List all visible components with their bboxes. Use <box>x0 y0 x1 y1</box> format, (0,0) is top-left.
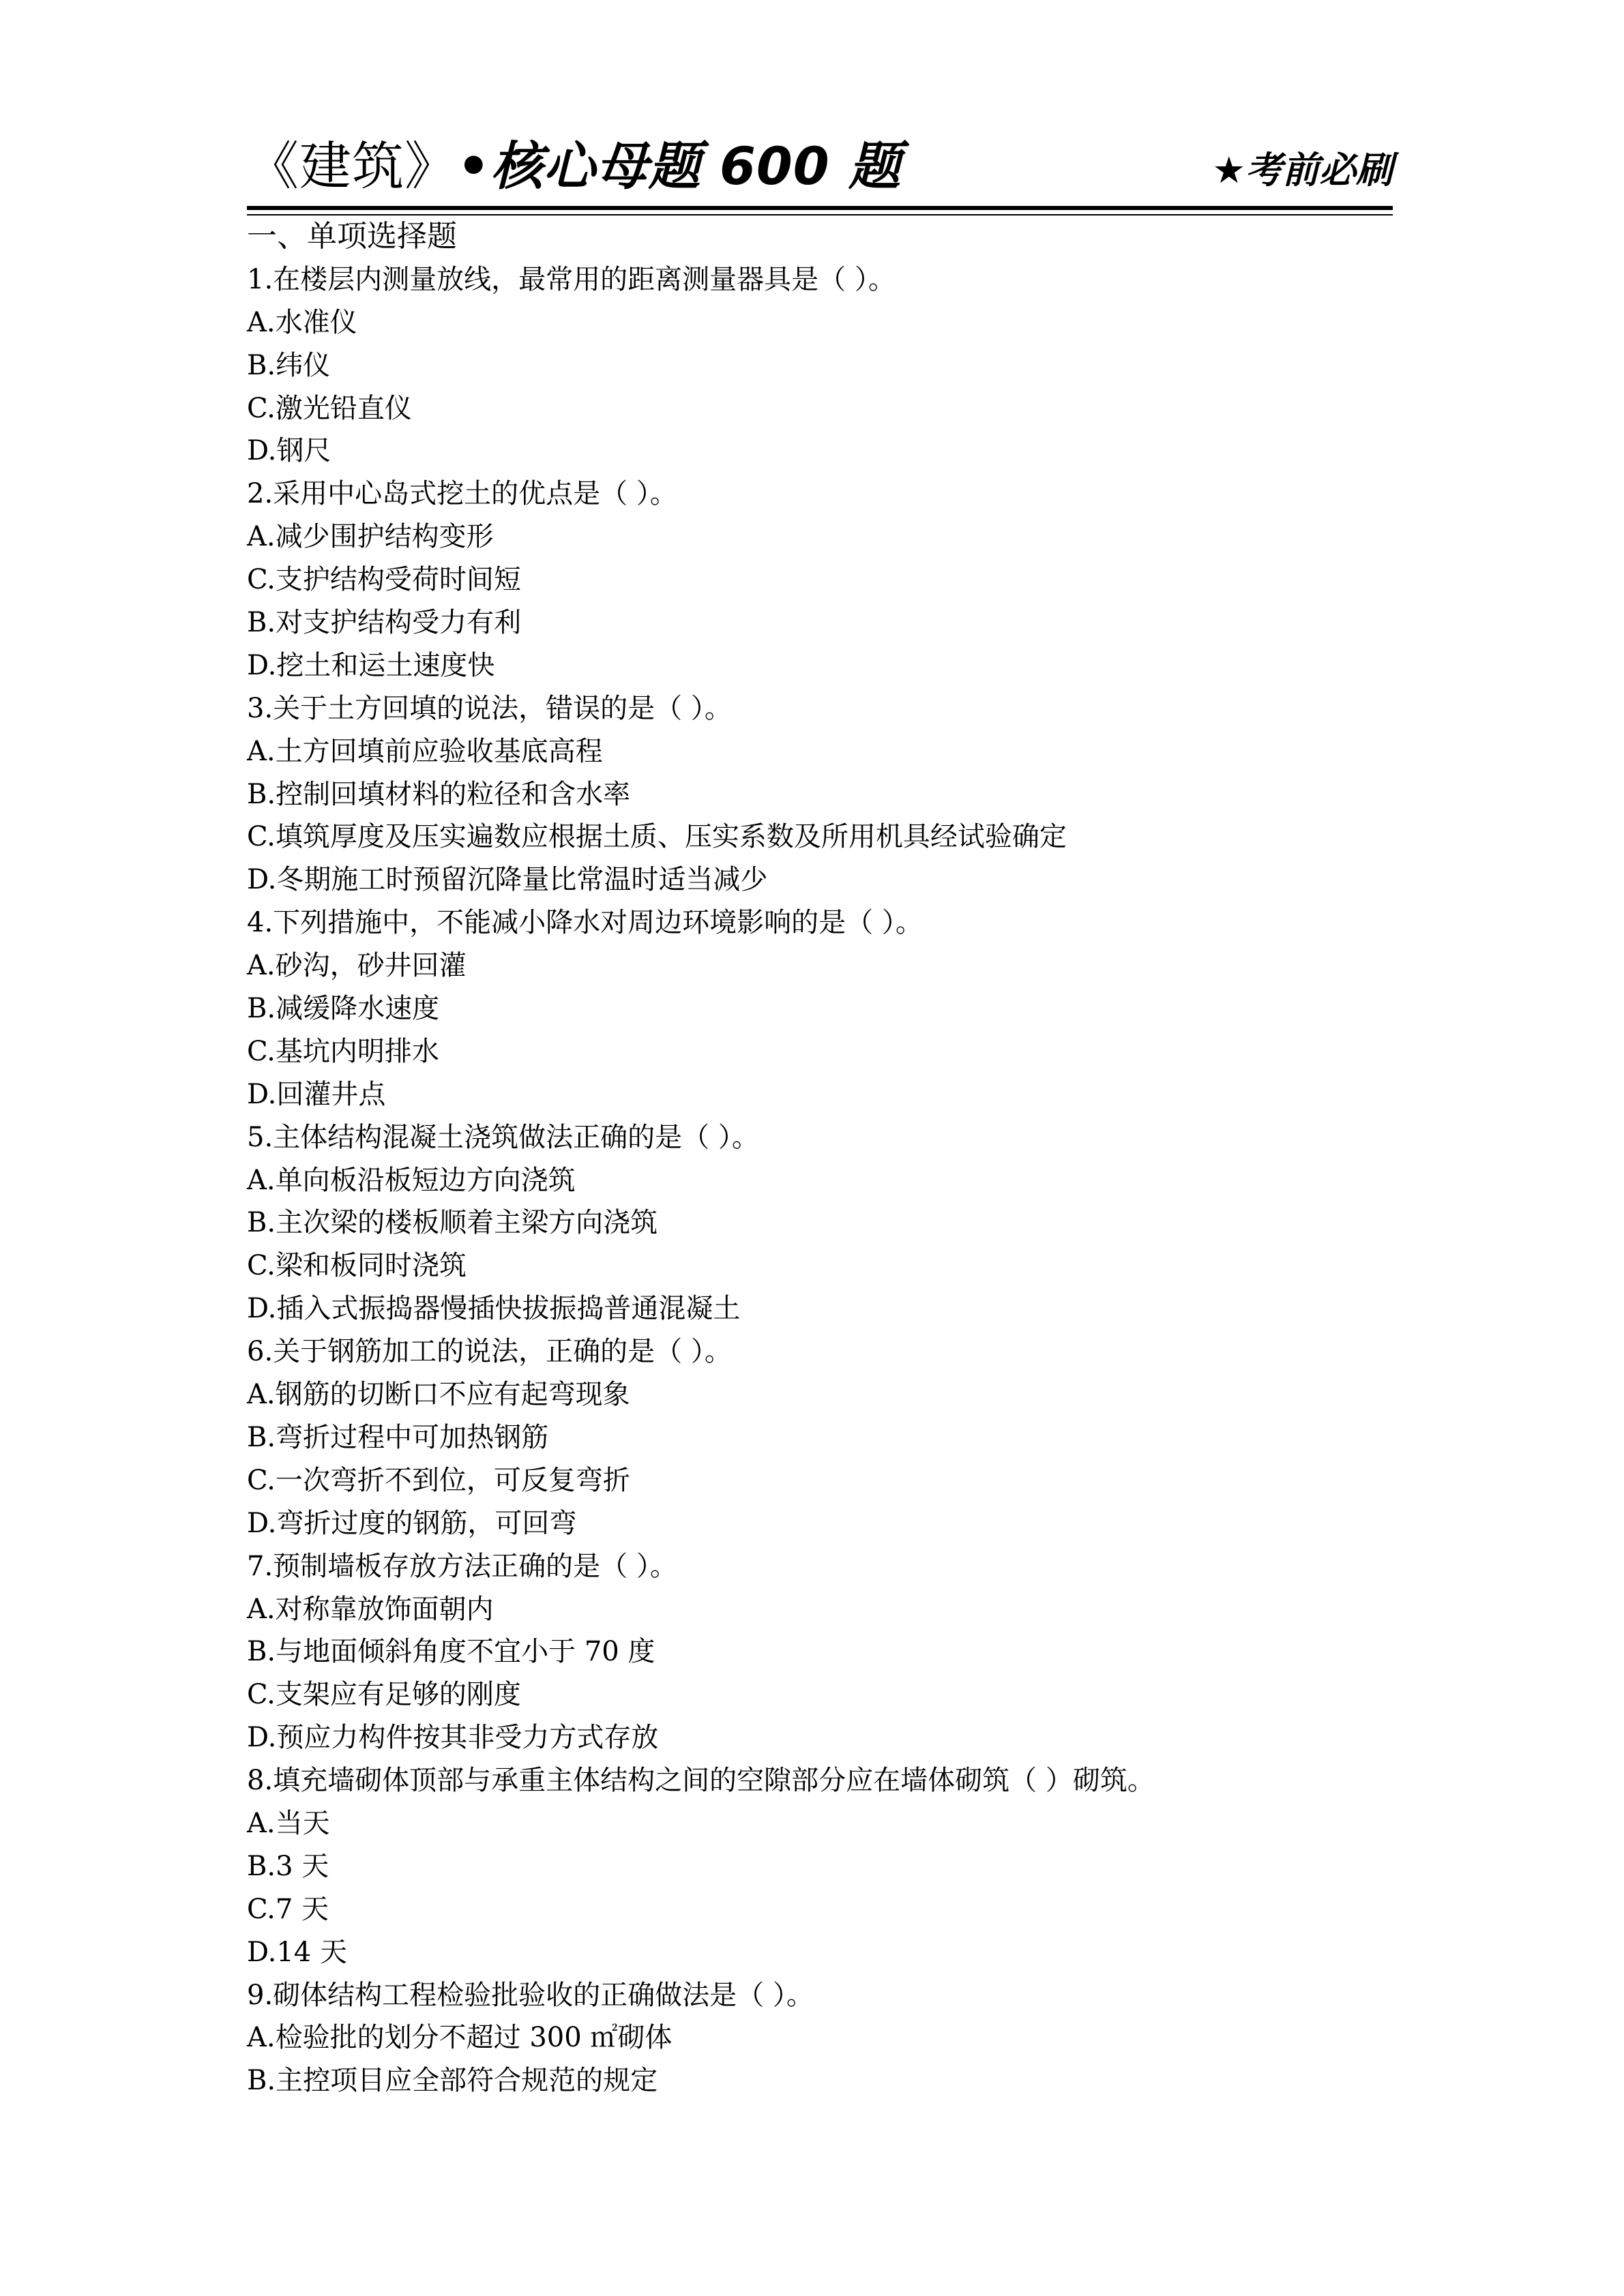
option-line: C.梁和板同时浇筑 <box>247 1250 467 1282</box>
header-tag: ★考前必刷 <box>1212 149 1393 192</box>
option-line: C.填筑厚度及压实遍数应根据土质、压实系数及所用机具经试验确定 <box>247 821 1067 853</box>
option-line: D.挖土和运土速度快 <box>247 649 495 681</box>
question-stem: 1.在楼层内测量放线，最常用的距离测量器具是（ ）。 <box>247 263 896 295</box>
option-line: A.对称靠放饰面朝内 <box>247 1593 494 1625</box>
question-stem: 5.主体结构混凝土浇筑做法正确的是（ ）。 <box>247 1121 759 1153</box>
header-title-dot: • <box>457 136 491 196</box>
option-line: B.3 天 <box>247 1850 329 1882</box>
question-stem: 2.采用中心岛式挖土的优点是（ ）。 <box>247 478 677 510</box>
question-block <box>247 901 1406 1116</box>
option-line: D.回灌井点 <box>247 1078 386 1110</box>
option-line: B.减缓降水速度 <box>247 993 440 1025</box>
header-title <box>247 130 901 203</box>
option-line: A.单向板沿板短边方向浇筑 <box>247 1164 576 1196</box>
section-title: 一、单项选择题 <box>247 219 457 254</box>
header-title-book: 《建筑》 <box>247 136 457 196</box>
option-line: C.7 天 <box>247 1893 329 1925</box>
option-line: C.支护结构受荷时间短 <box>247 564 521 596</box>
page-header <box>247 130 1393 203</box>
question-block <box>247 258 1406 473</box>
option-line: C.支架应有足够的刚度 <box>247 1679 521 1711</box>
option-line: D.14 天 <box>247 1936 347 1968</box>
option-line: A.检验批的划分不超过 300 ㎡砌体 <box>247 2022 673 2054</box>
question-block <box>247 687 1406 901</box>
option-line: D.弯折过度的钢筋，可回弯 <box>247 1507 577 1539</box>
question-stem: 3.关于土方回填的说法，错误的是（ ）。 <box>247 692 732 724</box>
option-line: C.基坑内明排水 <box>247 1035 439 1067</box>
option-line: B.纬仪 <box>247 349 331 381</box>
header-title-main: 核心母题 600 题 <box>490 136 902 196</box>
question-stem: 4.下列措施中，不能减小降水对周边环境影响的是（ ）。 <box>247 907 923 939</box>
option-line: A.当天 <box>247 1807 330 1839</box>
option-line: B.主次梁的楼板顺着主梁方向浇筑 <box>247 1207 658 1239</box>
option-line: A.减少围护结构变形 <box>247 521 494 553</box>
option-line: A.土方回填前应验收基底高程 <box>247 735 603 767</box>
option-line: B.与地面倾斜角度不宜小于 70 度 <box>247 1636 655 1668</box>
option-line: D.预应力构件按其非受力方式存放 <box>247 1722 659 1754</box>
option-line: B.对支护结构受力有利 <box>247 607 522 639</box>
question-stem: 7.预制墙板存放方法正确的是（ ）。 <box>247 1550 677 1582</box>
option-line: C.一次弯折不到位，可反复弯折 <box>247 1464 630 1496</box>
question-block <box>247 1116 1406 1330</box>
question-block <box>247 1974 1406 2103</box>
option-line: A.砂沟，砂井回灌 <box>247 950 467 982</box>
option-line: A.水准仪 <box>247 306 357 338</box>
option-line: B.主控项目应全部符合规范的规定 <box>247 2065 658 2097</box>
question-block <box>247 1330 1406 1545</box>
question-block <box>247 473 1406 687</box>
option-line: A.钢筋的切断口不应有起弯现象 <box>247 1379 630 1411</box>
option-line: B.控制回填材料的粒径和含水率 <box>247 778 631 810</box>
option-line: B.弯折过程中可加热钢筋 <box>247 1421 549 1453</box>
question-list <box>247 215 1406 2102</box>
option-line: D.钢尺 <box>247 435 331 467</box>
header-rule-thick <box>247 206 1393 210</box>
question-block <box>247 1545 1406 1759</box>
question-stem: 9.砌体结构工程检验批验收的正确做法是（ ）。 <box>247 1979 814 2011</box>
question-stem: 6.关于钢筋加工的说法，正确的是（ ）。 <box>247 1336 732 1368</box>
option-line: C.激光铅直仪 <box>247 392 412 424</box>
option-line: D.冬期施工时预留沉降量比常温时适当减少 <box>247 864 768 896</box>
question-stem: 8.填充墙砌体顶部与承重主体结构之间的空隙部分应在墙体砌筑（ ）砌筑。 <box>247 1765 1155 1797</box>
option-line: D.插入式振捣器慢插快拔振捣普通混凝土 <box>247 1293 741 1325</box>
question-block <box>247 1759 1406 1973</box>
